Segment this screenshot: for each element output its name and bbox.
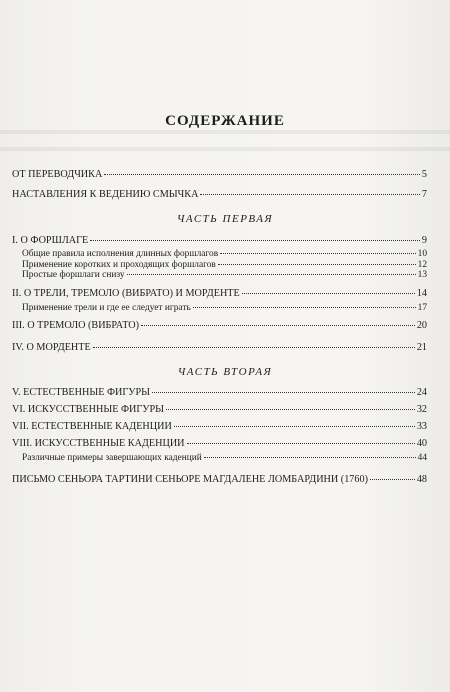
part-one-title: ЧАСТЬ ПЕРВАЯ xyxy=(176,213,274,225)
leader-dots xyxy=(127,273,416,275)
toc-entry[interactable] xyxy=(12,438,427,450)
toc-entry-page: 44 xyxy=(417,453,427,463)
leader-dots xyxy=(200,193,419,195)
toc-entry-page: 24 xyxy=(416,387,427,398)
toc-entry-label: Простые форшлаги снизу xyxy=(22,270,125,280)
leader-dots xyxy=(174,425,415,427)
toc-entry-page: 5 xyxy=(421,169,427,180)
toc-subentry[interactable] xyxy=(22,302,427,314)
toc-subentry[interactable] xyxy=(22,452,427,464)
leader-dots xyxy=(193,306,416,308)
bleed-through-line xyxy=(0,130,450,134)
toc-entry-page: 21 xyxy=(416,342,427,353)
toc-entry-label: ПИСЬМО СЕНЬОРА ТАРТИНИ СЕНЬОРЕ МАГДАЛЕНЕ ЛОМБАРДИНИ (1760) xyxy=(12,474,368,485)
toc-entry-label: НАСТАВЛЕНИЯ К ВЕДЕНИЮ СМЫЧКА xyxy=(12,189,199,200)
toc-entry-page: 14 xyxy=(416,288,427,299)
toc-entry[interactable] xyxy=(12,387,427,399)
toc-entry[interactable] xyxy=(12,288,427,300)
toc-entry[interactable] xyxy=(12,320,427,332)
leader-dots xyxy=(187,442,415,444)
toc-entry[interactable] xyxy=(12,189,427,201)
leader-dots xyxy=(166,408,415,410)
toc-entry[interactable] xyxy=(12,474,427,486)
toc-entry[interactable] xyxy=(12,421,427,433)
toc-entry-page: 32 xyxy=(416,404,427,415)
toc-entry-label: I. О ФОРШЛАГЕ xyxy=(12,235,89,246)
toc-entry-page: 12 xyxy=(417,260,427,270)
toc-entry-label: III. О ТРЕМОЛО (ВИБРАТО) xyxy=(12,320,140,331)
toc-entry-label: Применение коротких и проходящих форшлагов xyxy=(22,260,216,270)
toc-entry-label: Общие правила исполнения длинных форшлагов xyxy=(22,249,219,259)
leader-dots xyxy=(242,292,415,294)
toc-entry-label: Применение трели и где ее следует играть xyxy=(22,303,191,313)
toc-entry-label: VII. ЕСТЕСТВЕННЫЕ КАДЕНЦИИ xyxy=(12,421,172,432)
leader-dots xyxy=(141,324,415,326)
toc-entry[interactable] xyxy=(12,235,427,247)
toc-entry-label: VIII. ИСКУССТВЕННЫЕ КАДЕНЦИИ xyxy=(12,438,185,449)
toc-subentry[interactable] xyxy=(22,269,427,281)
leader-dots xyxy=(90,239,420,241)
toc-entry-page: 13 xyxy=(417,270,427,280)
toc-entry-page: 10 xyxy=(417,249,427,259)
toc-entry-page: 40 xyxy=(416,438,427,449)
toc-entry[interactable] xyxy=(12,342,427,354)
toc-entry-label: ОТ ПЕРЕВОДЧИКА xyxy=(12,169,103,180)
toc-title: СОДЕРЖАНИЕ xyxy=(165,113,285,129)
toc-entry-page: 33 xyxy=(416,421,427,432)
leader-dots xyxy=(152,391,415,393)
leader-dots xyxy=(220,252,415,254)
leader-dots xyxy=(204,456,416,458)
toc-entry-page: 20 xyxy=(416,320,427,331)
toc-entry-label: V. ЕСТЕСТВЕННЫЕ ФИГУРЫ xyxy=(12,387,151,398)
toc-entry-page: 48 xyxy=(416,474,427,485)
toc-entry-page: 17 xyxy=(417,303,427,313)
part-two-title: ЧАСТЬ ВТОРАЯ xyxy=(177,366,273,378)
bleed-through-line xyxy=(0,147,450,151)
leader-dots xyxy=(93,346,415,348)
leader-dots xyxy=(104,173,420,175)
leader-dots xyxy=(370,478,415,480)
toc-entry-page: 7 xyxy=(421,189,427,200)
toc-entry[interactable] xyxy=(12,169,427,181)
toc-entry-label: VI. ИСКУССТВЕННЫЕ ФИГУРЫ xyxy=(12,404,165,415)
toc-entry[interactable] xyxy=(12,404,427,416)
toc-entry-label: Различные примеры завершающих каденций xyxy=(22,453,202,463)
toc-entry-label: II. О ТРЕЛИ, ТРЕМОЛО (ВИБРАТО) И МОРДЕНТЕ xyxy=(12,288,240,299)
toc-entry-label: IV. О МОРДЕНТЕ xyxy=(12,342,91,353)
leader-dots xyxy=(218,263,416,265)
toc-entry-page: 9 xyxy=(421,235,427,246)
